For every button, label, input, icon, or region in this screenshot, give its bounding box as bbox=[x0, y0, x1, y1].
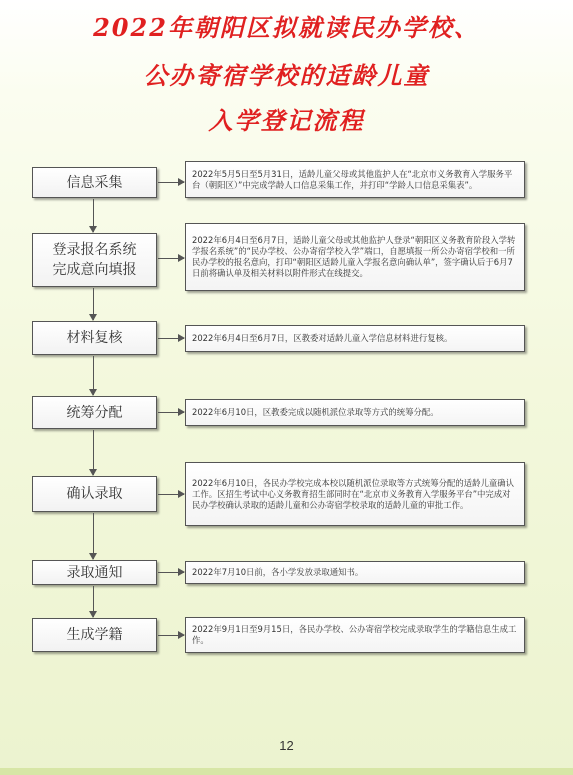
step-desc-information-collection bbox=[185, 161, 525, 198]
step-box-online-registration: 登录报名系统 完成意向填报 bbox=[32, 233, 157, 287]
step-desc-admission-confirmation bbox=[185, 462, 525, 526]
step-desc-text: 2022年9月1日至9月15日，各民办学校、公办寄宿学校完成录取学生的学籍信息生成工作。 bbox=[192, 624, 517, 645]
title-line-3: 入学登记流程 bbox=[208, 106, 365, 135]
flow-arrow-2 bbox=[93, 288, 94, 320]
title-line-2: 公办寄宿学校的适龄儿童 bbox=[143, 61, 430, 90]
step-box-allocation: 统筹分配 bbox=[32, 396, 157, 429]
flow-arrow-1 bbox=[93, 199, 94, 232]
step-box-admission-confirmation: 确认录取 bbox=[32, 476, 157, 512]
connector-arrow-2 bbox=[158, 258, 184, 259]
flow-arrow-5 bbox=[93, 513, 94, 559]
flow-arrow-3 bbox=[93, 356, 94, 395]
step-desc-text: 2022年6月4日至6月7日，适龄儿童父母或其他监护人登录“朝阳区义务教育阶段入学转学报名系统”的“民办学校、公办寄宿学校入学”端口，自愿填报一所公办寄宿学校和一所民办学校的报名意向，打印“朝阳区适龄儿童入学报名意向确认单”，签字确认后于6月7日前将确认单及相关材料以附件形式在线提交。 bbox=[192, 235, 516, 278]
connector-arrow-1 bbox=[158, 182, 184, 183]
connector-arrow-3 bbox=[158, 338, 184, 339]
step-desc-material-review bbox=[185, 325, 525, 352]
step-box-material-review: 材料复核 bbox=[32, 321, 157, 355]
step-desc-text: 2022年6月10日，各民办学校完成本校以随机派位录取等方式统筹分配的适龄儿童确认工作。区招生考试中心义务教育招生部同时在“北京市义务教育入学服务平台”中完成对民办学校确认录取的适龄儿童和公办寄宿学校录取的适龄儿童的审批工作。 bbox=[192, 477, 515, 510]
step-desc-admission-notice bbox=[185, 561, 525, 584]
flow-arrow-6 bbox=[93, 586, 94, 617]
step-box-student-record: 生成学籍 bbox=[32, 618, 157, 652]
flow-arrow-4 bbox=[93, 430, 94, 475]
step-box-information-collection: 信息采集 bbox=[32, 167, 157, 198]
step-desc-text: 2022年7月10日前，各小学发放录取通知书。 bbox=[192, 567, 364, 577]
step-desc-text: 2022年6月10日，区教委完成以随机派位录取等方式的统筹分配。 bbox=[192, 407, 439, 417]
connector-arrow-7 bbox=[158, 635, 184, 636]
step-desc-text: 2022年6月4日至6月7日，区教委对适龄儿童入学信息材料进行复核。 bbox=[192, 333, 453, 343]
page-number: 12 bbox=[279, 738, 294, 753]
connector-arrow-6 bbox=[158, 572, 184, 573]
step-desc-online-registration bbox=[185, 223, 525, 291]
bottom-decorative-band bbox=[0, 768, 573, 775]
step-desc-allocation bbox=[185, 399, 525, 426]
connector-arrow-5 bbox=[158, 494, 184, 495]
step-desc-student-record bbox=[185, 617, 525, 653]
title-line-1: 2022年朝阳区拟就读民办学校、 bbox=[93, 13, 480, 42]
connector-arrow-4 bbox=[158, 412, 184, 413]
step-desc-text: 2022年5月5日至5月31日，适龄儿童父母或其他监护人在“北京市义务教育入学服务平台（朝阳区）”中完成学龄人口信息采集工作，并打印“学龄人口信息采集表”。 bbox=[192, 168, 513, 190]
step-box-admission-notice: 录取通知 bbox=[32, 560, 157, 585]
